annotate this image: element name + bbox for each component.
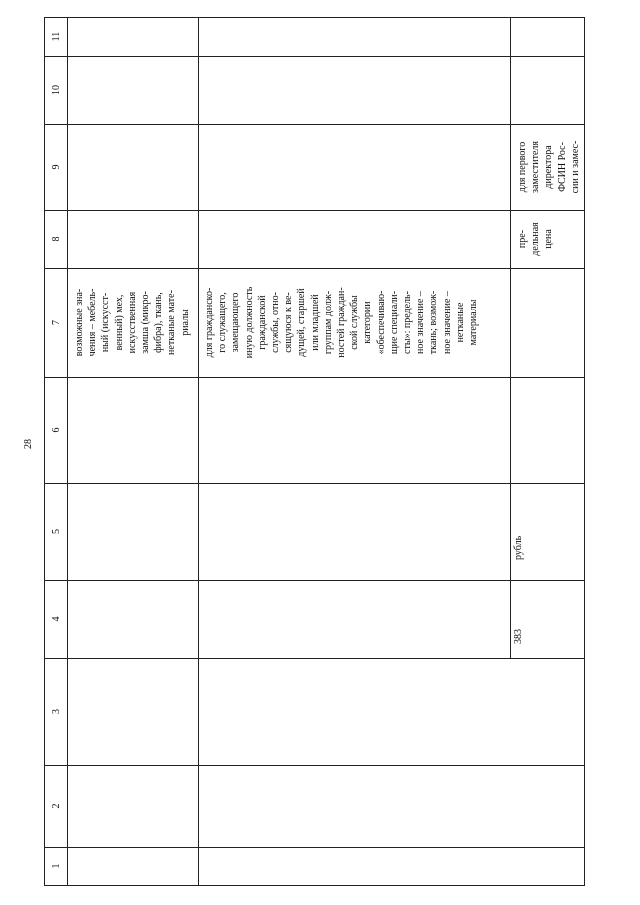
cell-text-line: заместителя xyxy=(530,141,542,193)
cell-text-line: ное значение – xyxy=(441,291,453,354)
cell-text-line: фибра), ткань, xyxy=(153,292,165,353)
column-number-11: 11 xyxy=(51,31,62,42)
row-border xyxy=(198,17,199,886)
cell-text-line: го служащего, xyxy=(217,292,229,353)
col-border xyxy=(44,885,585,886)
cell-text-line: ностей граждан- xyxy=(336,287,348,358)
column-number-4: 4 xyxy=(51,616,62,622)
cell-text-line: замша (микро- xyxy=(140,291,152,354)
cell-text-line: для гражданско- xyxy=(204,287,215,358)
cell-text-line: ный (искусст- xyxy=(100,292,112,353)
row-border xyxy=(510,17,511,658)
cell-text-line: гражданской xyxy=(256,295,268,350)
row-border xyxy=(584,17,585,886)
column-number-1: 1 xyxy=(51,863,62,869)
cell-text-line: дельная xyxy=(530,222,542,256)
cell-text-line: венный) мех, xyxy=(113,294,125,351)
column-number-8: 8 xyxy=(51,236,62,242)
col-border xyxy=(44,765,585,766)
cell-row3-col9 xyxy=(516,124,582,210)
cell-text-line: искусственная xyxy=(126,291,138,354)
cell-text-line: или младшей xyxy=(309,294,321,351)
cell-text-line: службы, отно- xyxy=(270,292,282,353)
column-number-6: 6 xyxy=(51,427,62,433)
col-border xyxy=(44,56,585,57)
cell-text-line: «обеспечиваю- xyxy=(375,290,387,355)
cell-text-line: пре- xyxy=(517,229,528,249)
col-border xyxy=(44,210,585,211)
cell-row3-col8 xyxy=(516,210,556,268)
col-border xyxy=(44,17,585,18)
cell-text-line: сии и замес- xyxy=(569,140,581,194)
column-number-2: 2 xyxy=(51,803,62,809)
cell-text-line: материалы xyxy=(468,299,480,346)
col-border xyxy=(44,847,585,848)
col-border xyxy=(44,377,585,378)
cell-row1-col7 xyxy=(73,268,192,377)
cell-text-line: цена xyxy=(543,229,555,249)
column-number-9: 9 xyxy=(51,164,62,170)
cell-text-line: нетканые мате- xyxy=(166,290,178,355)
cell-text-line: для первого xyxy=(517,141,528,193)
cell-text-line: чения – мебель- xyxy=(87,288,99,357)
cell-text-line: группам долж- xyxy=(322,290,334,355)
cell-text-line: ткань; возмож- xyxy=(428,290,440,355)
cell-text-line: замещающего xyxy=(230,292,242,353)
cell-text-line: риалы xyxy=(179,309,191,336)
cell-text-line: ФСИН Рос- xyxy=(556,142,568,192)
col-border xyxy=(44,658,585,659)
cell-text-line: ное значение – xyxy=(415,291,427,354)
row-border xyxy=(44,17,45,886)
cell-row3-col5: рубль xyxy=(513,535,524,560)
cell-text-line: иную должность xyxy=(243,286,255,359)
column-number-7: 7 xyxy=(51,320,62,325)
cell-text-line: директора xyxy=(543,145,555,189)
col-border xyxy=(44,483,585,484)
page-number: 28 xyxy=(23,439,34,449)
col-border xyxy=(44,580,585,581)
column-number-5: 5 xyxy=(51,529,62,534)
cell-text-line: ской службы xyxy=(349,295,361,350)
row-border xyxy=(67,17,68,886)
cell-text-line: возможные зна- xyxy=(74,288,85,357)
col-border xyxy=(44,124,585,125)
cell-row3-col4: 383 xyxy=(513,629,524,644)
column-number-3: 3 xyxy=(51,709,62,714)
cell-text-line: сты»: предель- xyxy=(402,291,414,354)
column-number-10: 10 xyxy=(51,85,62,95)
cell-text-line: щие специали- xyxy=(388,290,400,355)
cell-text-line: сящуюся к ве- xyxy=(283,292,295,353)
cell-row2-col7 xyxy=(203,268,480,377)
cell-text-line: дущей, старшей xyxy=(296,288,308,357)
cell-text-line: нетканые xyxy=(454,302,466,343)
cell-text-line: категории xyxy=(362,301,374,344)
